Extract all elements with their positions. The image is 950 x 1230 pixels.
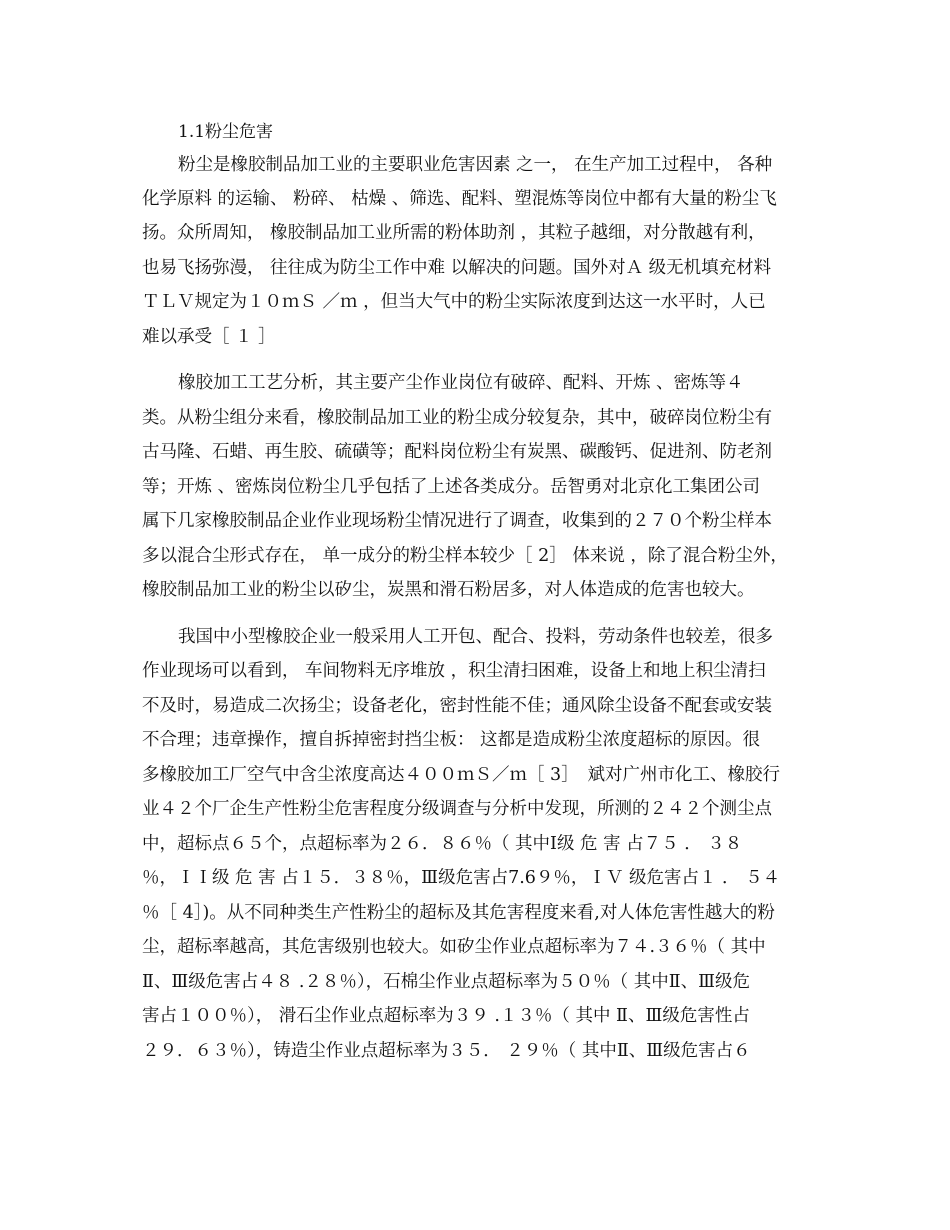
section-heading: 1.1粉尘危害 [178,122,274,142]
text-line: 橡胶加工工艺分析，其主要产尘作业岗位有破碎、配料、开炼 、密炼等４ [178,373,744,393]
text-line: 难以承受［ １ ］ [142,327,276,347]
text-line: 粉尘是橡胶制品加工业的主要职业危害因素 之一， 在生产加工过程中， 各种 [178,155,773,175]
text-line: 不合理；违章操作，擅自拆掉密封挡尘板： 这都是造成粉尘浓度超标的原因。很 [142,730,761,750]
text-line: 多以混合尘形式存在， 单一成分的粉尘样本较少［ 2］ 体来说 ，除了混合粉尘外， [142,546,788,566]
text-line: 我国中小型橡胶企业一般采用人工开包、配合、投料，劳动条件也较差，很多 [178,627,773,647]
text-line: ＴＬＶ规定为１０ｍＳ ／ｍ ，但当大气中的粉尘实际浓度到达这一水平时，人已 [142,292,766,312]
text-line: 等；开炼 、密炼岗位粉尘几乎包括了上述各类成分。岳智勇对北京化工集团公司 [142,477,761,497]
text-line: 古马隆、石蜡、再生胶、硫磺等；配料岗位粉尘有炭黑、碳酸钙、促进剂、防老剂 [142,442,772,462]
text-line: 类。从粉尘组分来看，橡胶制品加工业的粉尘成分较复杂，其中，破碎岗位粉尘有 [142,408,772,428]
text-line: ％［ 4］)。从不同种类生产性粉尘的超标及其危害程度来看,对人体危害性越大的粉 [142,903,775,923]
text-line: 多橡胶加工厂空气中含尘浓度高达４００ｍＳ／ｍ［ 3］ 斌对广州市化工、橡胶行 [142,765,780,785]
text-line: Ⅱ、Ⅲ级危害占４８ .２８％），石棉尘作业点超标率为５０％（ 其中Ⅱ、Ⅲ级危 [142,972,750,992]
text-line: 化学原料 的运输、 粉碎、 枯燥 、筛选、配料、塑混炼等岗位中都有大量的粉尘飞 [142,189,777,209]
text-line: 属下几家橡胶制品企业作业现场粉尘情况进行了调查，收集到的２７０个粉尘样本 [142,511,772,531]
text-line: ％，ＩＩ级 危 害 占１５．３８％，Ⅲ级危害占7.6９％，ＩＶ 级危害占１ ． ５４ [142,868,781,888]
text-line: 害占１００％）， 滑石尘作业点超标率为３９ .１３％（ 其中 Ⅱ、Ⅲ级危害性占 [142,1006,750,1026]
text-line: 中，超标点６５个，点超标率为２６．８６％（ 其中Ⅰ级 危 害 占７５ ． ３８ [142,834,743,854]
text-line: 不及时，易造成二次扬尘；设备老化，密封性能不佳；通风除尘设备不配套或安装 [142,696,772,716]
text-line: 扬。众所周知， 橡胶制品加工业所需的粉体助剂 ，其粒子越细，对分散越有利， [142,223,766,243]
text-line: 尘，超标率越高，其危害级别也较大。如矽尘作业点超标率为７４.３６％（ 其中 [142,937,766,957]
text-line: 作业现场可以看到， 车间物料无序堆放 ，积尘清扫困难，设备上和地上积尘清扫 [142,661,766,681]
text-line: ２９．６３％），铸造尘作业点超标率为３５． ２９％（ 其中Ⅱ、Ⅲ级危害占６ [142,1041,751,1061]
text-line: 橡胶制品加工业的粉尘以矽尘，炭黑和滑石粉居多，对人体造成的危害也较大。 [142,580,755,600]
text-line: 业４２个厂企生产性粉尘危害程度分级调查与分析中发现，所测的２４２个测尘点 [142,799,772,819]
text-line: 也易飞扬弥漫， 往往成为防尘工作中难 以解决的问题。国外对Ａ 级无机填充材料 [142,258,772,278]
